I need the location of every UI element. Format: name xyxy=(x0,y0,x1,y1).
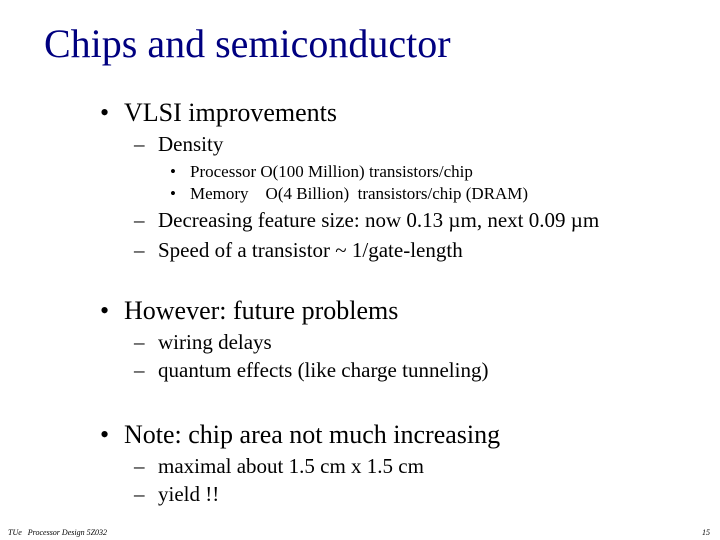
dash-marker: – xyxy=(134,238,145,262)
dash-marker: – xyxy=(134,208,145,232)
sub-sub-bullet-memory-text: Memory O(4 Billion) transistors/chip (DRAM) xyxy=(190,184,529,203)
sub-bullet-speed-text: Speed of a transistor ~ 1/gate-length xyxy=(158,238,463,262)
footer-course: TUe Processor Design 5Z032 xyxy=(8,528,108,537)
sub-sub-bullet-processor-text: Processor O(100 Million) transistors/chip xyxy=(190,162,473,181)
sub-sub-bullet-memory xyxy=(170,184,528,204)
sub-bullet-quantum-text: quantum effects (like charge tunneling) xyxy=(158,358,489,382)
footer-page-number: 15 xyxy=(702,528,710,537)
sub-bullet-yield xyxy=(134,482,219,507)
dash-marker: – xyxy=(134,330,145,354)
slide-title: Chips and semiconductor xyxy=(44,21,451,66)
sub-bullet-maximal-text: maximal about 1.5 cm x 1.5 cm xyxy=(158,454,424,478)
bullet-marker: • xyxy=(100,98,110,127)
sub-bullet-yield-text: yield !! xyxy=(158,482,220,506)
sub-sub-bullet-processor xyxy=(170,162,473,182)
bullet-vlsi-text: VLSI improvements xyxy=(124,98,338,127)
sub-bullet-maximal xyxy=(134,454,424,479)
bullet-note xyxy=(100,420,500,450)
bullet-however xyxy=(100,296,398,326)
sub-bullet-speed xyxy=(134,238,463,263)
sub-bullet-feature-size-text: Decreasing feature size: now 0.13 µm, next 0.09 µm xyxy=(158,208,600,232)
sub-bullet-feature-size xyxy=(134,208,599,233)
dash-marker: – xyxy=(134,358,145,382)
sub-bullet-quantum xyxy=(134,358,488,383)
bullet-marker: • xyxy=(100,296,110,325)
dash-marker: – xyxy=(134,454,145,478)
bullet-however-text: However: future problems xyxy=(124,296,399,325)
dash-marker: – xyxy=(134,132,145,156)
sub-bullet-wiring xyxy=(134,330,272,355)
sub-bullet-density xyxy=(134,132,223,157)
sub-bullet-density-text: Density xyxy=(158,132,224,156)
bullet-marker: • xyxy=(100,420,110,449)
sub-bullet-wiring-text: wiring delays xyxy=(158,330,272,354)
bullet-marker: • xyxy=(170,162,176,181)
bullet-vlsi xyxy=(100,98,337,128)
dash-marker: – xyxy=(134,482,145,506)
bullet-note-text: Note: chip area not much increasing xyxy=(124,420,501,449)
bullet-marker: • xyxy=(170,184,176,203)
